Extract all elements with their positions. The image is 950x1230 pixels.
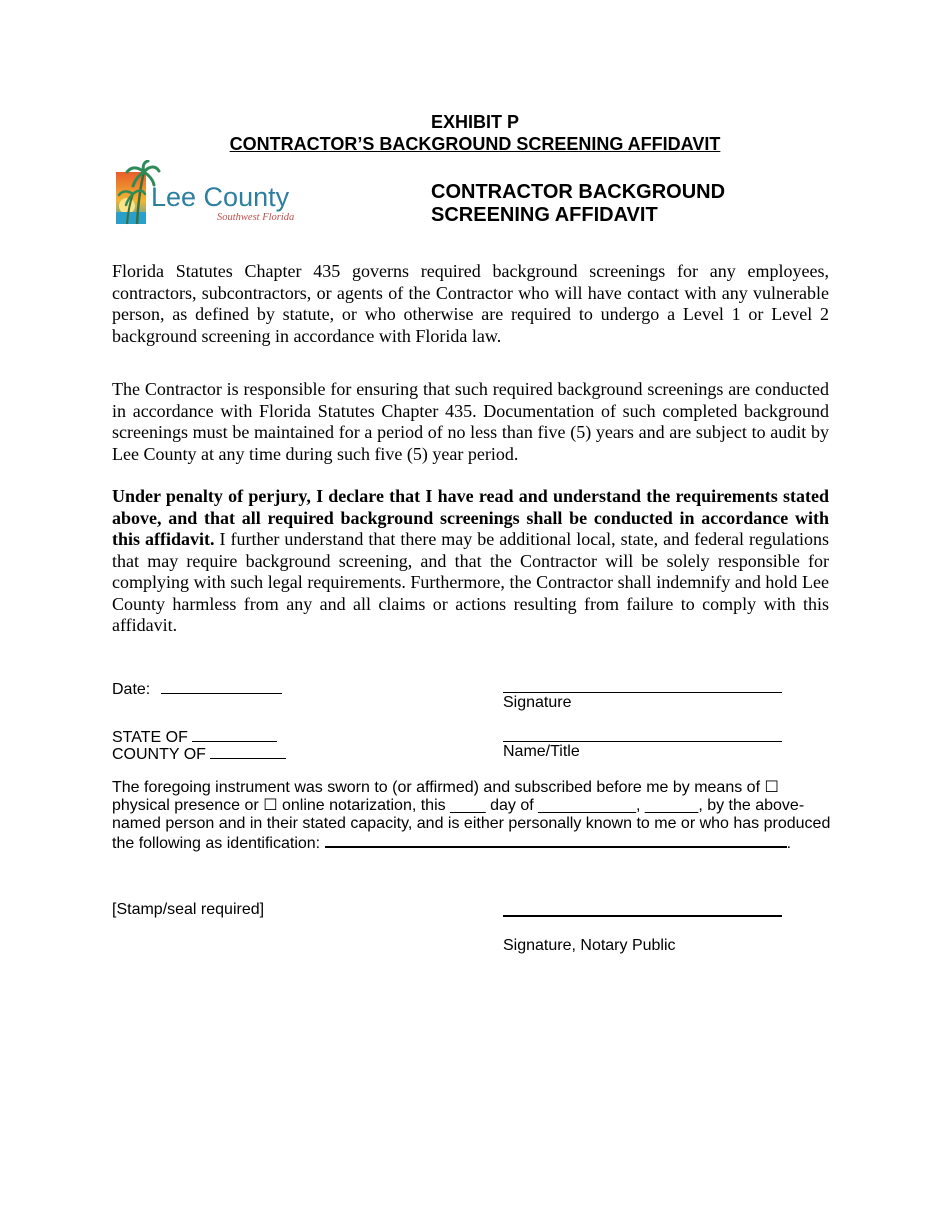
logo-tagline: Southwest Florida [217, 212, 295, 223]
paragraph-responsibility: The Contractor is responsible for ensuring that such required background screenings are conducted in accordance with Florida Statutes Chapter 435. Documentation of such completed background screenings must be maintained for a period of no less than five (5) years and are subject to audit by Lee County at any time during such five (5) year period. [112, 379, 829, 464]
paragraph-declaration [112, 486, 829, 637]
notary-statement [112, 779, 832, 853]
affidavit-heading-line-1: CONTRACTOR BACKGROUND [431, 181, 726, 203]
notary-signature-line[interactable] [503, 915, 782, 917]
affidavit-heading-line-2: SCREENING AFFIDAVIT [431, 204, 658, 226]
identification-input-line[interactable] [325, 833, 787, 848]
lee-county-logo-icon [113, 160, 313, 230]
signature-line[interactable] [503, 692, 782, 693]
notary-signature-label: Signature, Notary Public [503, 937, 676, 954]
state-label: STATE OF [112, 729, 188, 746]
county-label: COUNTY OF [112, 746, 206, 763]
date-field [112, 678, 282, 699]
signature-label: Signature [503, 694, 572, 711]
state-input-line[interactable] [192, 726, 277, 742]
notary-statement-end: . [786, 835, 792, 852]
date-label: Date: [112, 681, 151, 698]
declaration-rest: I further understand that there may be additional local, state, and federal regulations that may require background screening, and that the Contractor will be solely responsible for complying with such legal requirements. Furthermore, the Contractor shall indemnify and hold Lee County harmless from any and all claims or actions resulting from failure to comply with this affidavit. [112, 529, 830, 635]
name-title-label: Name/Title [503, 743, 580, 760]
paragraph-statute: Florida Statutes Chapter 435 governs required background screenings for any employees, contractors, subcontractors, or agents of the Contractor who will have contact with any vulnerable person, as defined by statute, or who otherwise are required to undergo a Level 1 or Level 2 background screening in accordance with Florida law. [112, 261, 829, 346]
affidavit-heading [431, 181, 725, 227]
stamp-label: [Stamp/seal required] [112, 901, 265, 918]
date-input-line[interactable] [161, 678, 282, 694]
document-title: CONTRACTOR’S BACKGROUND SCREENING AFFIDAVIT [229, 134, 721, 154]
county-field [112, 743, 286, 764]
lee-county-logo [113, 160, 313, 230]
county-input-line[interactable] [210, 743, 286, 759]
notary-statement-text: The foregoing instrument was sworn to (or affirmed) and subscribed before me by means of ☐ physical presence or ☐ online notarization, this ____ day of ___________, ______, by the above-named person and in their stated capacity, and is either personally known to me or who has produced the following as identification: [112, 779, 831, 852]
declaration-bold: Under penalty of perjury, I declare that I have read and understand the requirements stated above, and that all required background screenings shall be conducted in accordance with this affidavit. [112, 486, 829, 549]
name-title-line[interactable] [503, 741, 782, 742]
logo-name: Lee County [151, 182, 290, 212]
exhibit-label: EXHIBIT P [430, 112, 519, 132]
